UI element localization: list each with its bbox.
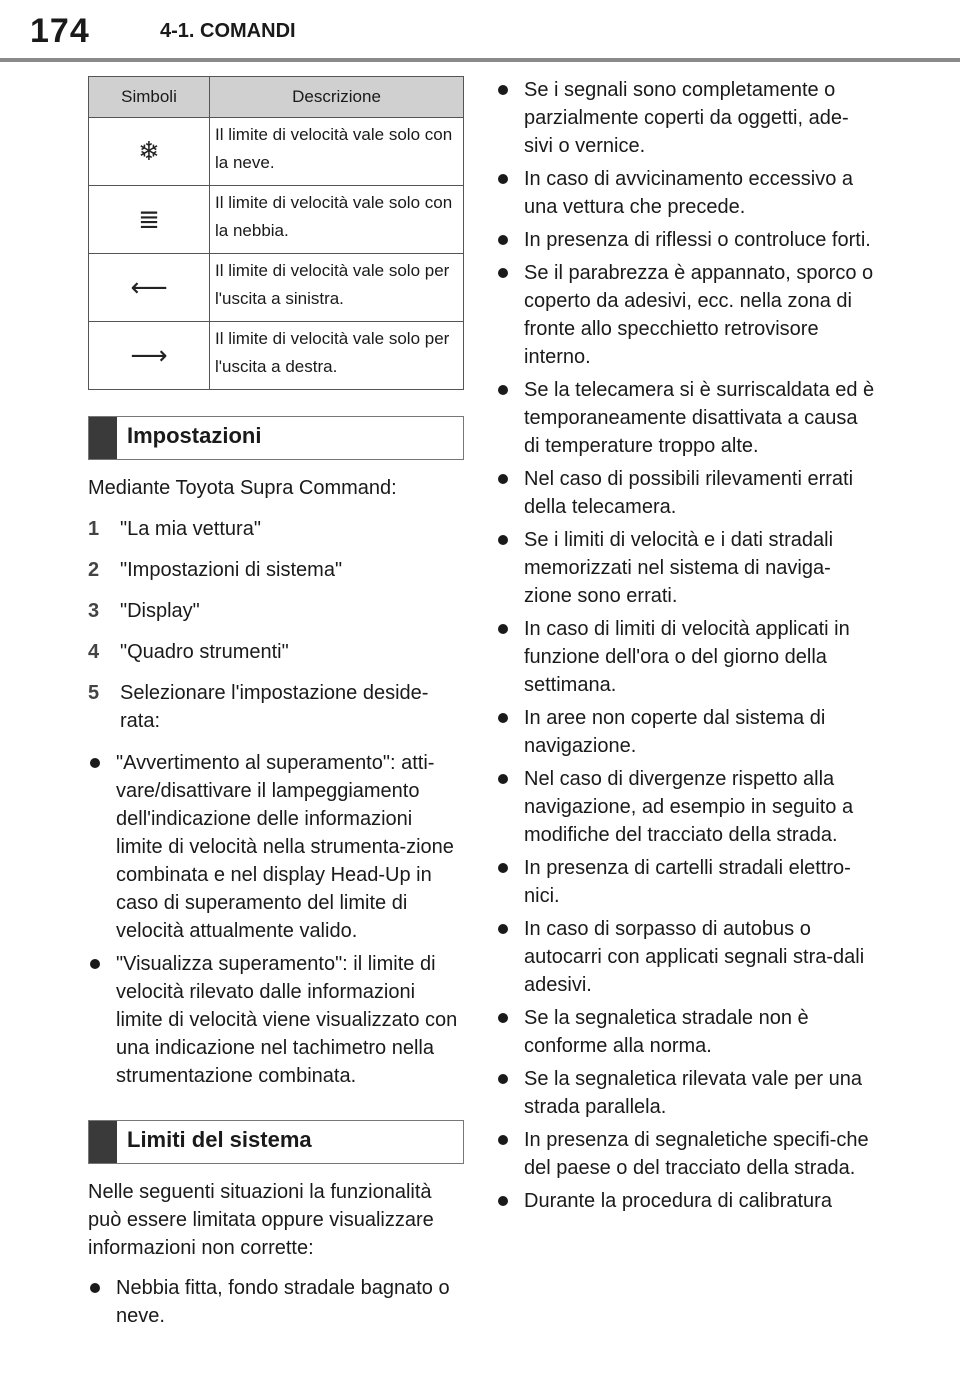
bullet-text: Se la segnaletica rilevata vale per una strada parallela. <box>524 1068 862 1118</box>
limits-title: Limiti del sistema <box>127 1127 312 1152</box>
header-rule <box>0 58 960 62</box>
bullet-icon <box>498 774 508 784</box>
bullet-icon <box>498 474 508 484</box>
bullet-text: In caso di sorpasso di autobus o autocarri con applicati segnali stra-dali adesivi. <box>524 918 865 996</box>
step-text: "Display" <box>120 600 200 622</box>
bullet-icon <box>90 1283 100 1293</box>
list-item <box>496 76 876 160</box>
description-cell: Il limite di velocità vale solo con la neve. <box>210 118 464 186</box>
step-number: 2 <box>88 559 100 581</box>
list-item <box>496 915 876 999</box>
bullet-text: Se i limiti di velocità e i dati stradali memorizzati nel sistema di naviga-zione sono errati. <box>524 529 834 607</box>
description-cell: Il limite di velocità vale solo per l'uscita a sinistra. <box>210 254 464 322</box>
bullet-icon <box>498 535 508 545</box>
step-number: 5 <box>88 682 100 704</box>
settings-bullets <box>88 749 464 1090</box>
symbol-cell <box>89 118 210 186</box>
symbol-cell <box>89 322 210 390</box>
table-row <box>89 322 464 390</box>
bullet-text: In caso di avvicinamento eccessivo a una vettura che precede. <box>524 168 854 218</box>
symbol-cell <box>89 254 210 322</box>
bullet-text: In aree non coperte dal sistema di navigazione. <box>524 707 826 757</box>
table-header-symbols: Simboli <box>89 77 210 118</box>
bullet-text: Durante la procedura di calibratura <box>524 1190 832 1212</box>
limits-bullets-right <box>496 76 876 1215</box>
section-label: 4-1. COMANDI <box>160 20 296 42</box>
list-item <box>496 1187 876 1215</box>
page-number: 174 <box>30 12 90 50</box>
fog-icon: ≣ <box>138 204 160 234</box>
list-item <box>496 765 876 849</box>
step-text: "La mia vettura" <box>120 518 261 540</box>
bullet-icon <box>498 1074 508 1084</box>
limits-heading <box>88 1120 464 1164</box>
limits-bullets-left <box>88 1274 464 1330</box>
list-item <box>88 950 464 1090</box>
list-item <box>496 854 876 910</box>
bullet-icon <box>498 863 508 873</box>
step-number: 4 <box>88 641 100 663</box>
bullet-text: In presenza di segnaletiche specifi-che del paese o del tracciato della strada. <box>524 1129 869 1179</box>
list-item <box>496 1004 876 1060</box>
list-item <box>496 704 876 760</box>
bullet-icon <box>498 713 508 723</box>
step-text: "Quadro strumenti" <box>120 641 289 663</box>
arrow-left-icon: ⟵ <box>130 272 168 302</box>
bullet-icon <box>498 1013 508 1023</box>
table-header-description: Descrizione <box>210 77 464 118</box>
description-cell: Il limite di velocità vale solo per l'uscita a destra. <box>210 322 464 390</box>
bullet-icon <box>498 1135 508 1145</box>
bullet-icon <box>498 385 508 395</box>
bullet-text: Nel caso di possibili rilevamenti errati della telecamera. <box>524 468 854 518</box>
symbols-table <box>88 76 464 390</box>
list-item <box>496 1126 876 1182</box>
bullet-text: "Avvertimento al superamento": atti-vare/disattivare il lampeggiamento dell'indicazione delle informazioni limite di velocità nella strumenta-zione combinata e nel display Head-Up in caso di superamento del limite di velocità attualmente valido. <box>116 752 454 942</box>
table-row <box>89 118 464 186</box>
bullet-icon <box>498 268 508 278</box>
settings-intro: Mediante Toyota Supra Command: <box>88 477 397 499</box>
step-number: 1 <box>88 518 100 540</box>
list-item <box>88 1274 464 1330</box>
heading-bar <box>89 417 117 459</box>
bullet-icon <box>498 174 508 184</box>
step-item <box>88 679 464 735</box>
list-item <box>496 526 876 610</box>
settings-title: Impostazioni <box>127 423 262 448</box>
list-item <box>496 376 876 460</box>
bullet-text: Nel caso di divergenze rispetto alla navigazione, ad esempio in seguito a modifiche del tracciato della strada. <box>524 768 854 846</box>
bullet-icon <box>498 624 508 634</box>
list-item <box>496 226 876 254</box>
list-item <box>88 749 464 945</box>
bullet-icon <box>498 235 508 245</box>
step-item <box>88 556 464 584</box>
bullet-icon <box>90 959 100 969</box>
bullet-text: Nebbia fitta, fondo stradale bagnato o neve. <box>116 1277 450 1327</box>
list-item <box>496 465 876 521</box>
bullet-text: Se il parabrezza è appannato, sporco o coperto da adesivi, ecc. nella zona di fronte allo specchietto retrovisore interno. <box>524 262 874 368</box>
heading-bar <box>89 1121 117 1163</box>
page-header <box>0 0 960 62</box>
bullet-icon <box>498 85 508 95</box>
step-item <box>88 638 464 666</box>
settings-steps <box>88 515 464 735</box>
table-row <box>89 186 464 254</box>
right-column <box>496 76 876 1220</box>
arrow-right-icon: ⟶ <box>130 340 168 370</box>
bullet-text: "Visualizza superamento": il limite di velocità rilevato dalle informazioni limite di velocità viene visualizzato con una indicazione nel tachimetro nella strumentazione combinata. <box>116 953 458 1087</box>
step-text: Selezionare l'impostazione deside-rata: <box>120 682 429 732</box>
step-item <box>88 597 464 625</box>
table-row <box>89 254 464 322</box>
symbol-cell <box>89 186 210 254</box>
step-item <box>88 515 464 543</box>
settings-heading <box>88 416 464 460</box>
left-column <box>88 76 464 1335</box>
description-cell: Il limite di velocità vale solo con la nebbia. <box>210 186 464 254</box>
list-item <box>496 165 876 221</box>
limits-intro: Nelle seguenti situazioni la funzionalità può essere limitata oppure visualizzare informazioni non corrette: <box>88 1181 434 1259</box>
bullet-icon <box>90 758 100 768</box>
bullet-text: In caso di limiti di velocità applicati in funzione dell'ora o del giorno della settimana. <box>524 618 850 696</box>
bullet-text: In presenza di cartelli stradali elettro-nici. <box>524 857 851 907</box>
snowflake-icon: ❄ <box>138 136 160 166</box>
bullet-icon <box>498 924 508 934</box>
step-number: 3 <box>88 600 100 622</box>
list-item <box>496 259 876 371</box>
bullet-text: Se la segnaletica stradale non è conforme alla norma. <box>524 1007 809 1057</box>
bullet-text: Se la telecamera si è surriscaldata ed è temporaneamente disattivata a causa di temperature troppo alte. <box>524 379 875 457</box>
list-item <box>496 615 876 699</box>
bullet-text: Se i segnali sono completamente o parzialmente coperti da oggetti, ade-sivi o vernice. <box>524 79 849 157</box>
list-item <box>496 1065 876 1121</box>
bullet-icon <box>498 1196 508 1206</box>
bullet-text: In presenza di riflessi o controluce forti. <box>524 229 871 251</box>
step-text: "Impostazioni di sistema" <box>120 559 343 581</box>
